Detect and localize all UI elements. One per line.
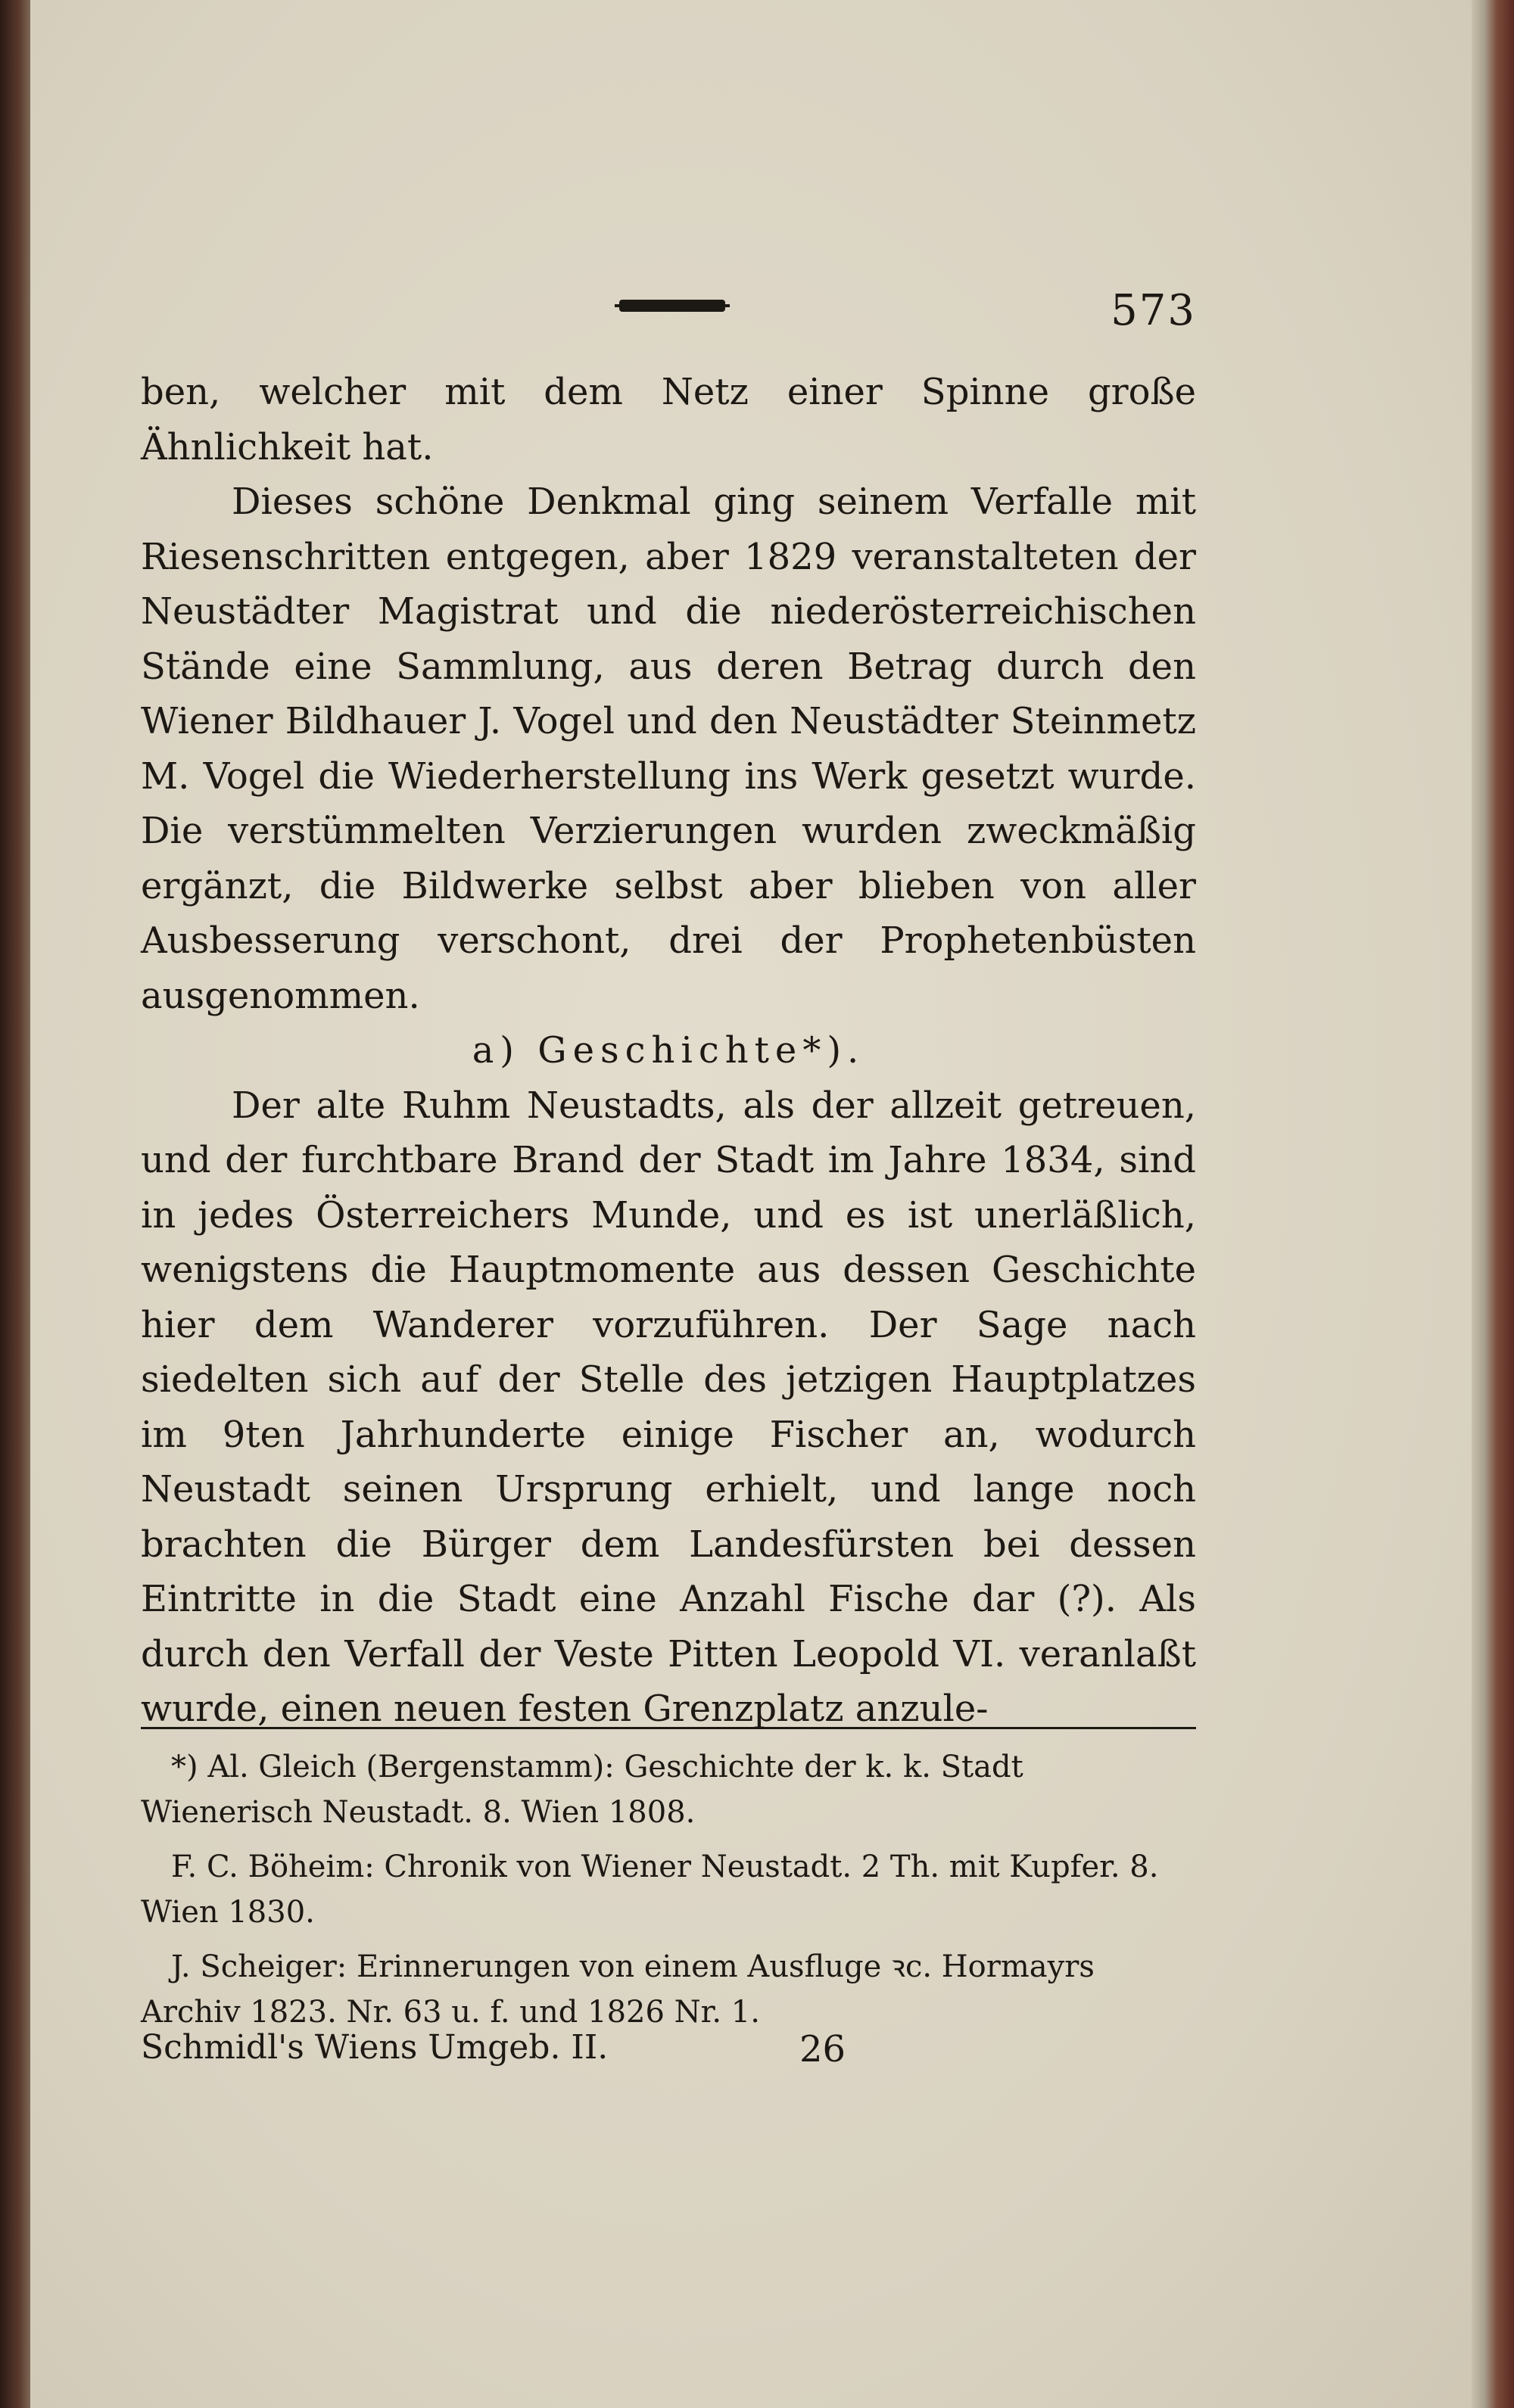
printer-signature: 26 bbox=[799, 2028, 846, 2070]
body-text bbox=[141, 365, 1196, 1737]
footnote-boeheim: F. C. Böheim: Chronik von Wiener Neustadt. 2 Th. mit Kupfer. 8. Wien 1830. bbox=[141, 1850, 1159, 1930]
footnote-scheiger: J. Scheiger: Erinnerungen von einem Ausfluge ꝛc. Hormayrs Archiv 1823. Nr. 63 u. f. und 1826 Nr. 1. bbox=[141, 1949, 1095, 2030]
book-edge-right bbox=[1472, 0, 1514, 2408]
paragraph-continuation: ben, welcher mit dem Netz einer Spinne große Ähnlichkeit hat. bbox=[141, 371, 1196, 468]
header-rule-ornament bbox=[619, 300, 725, 312]
section-heading: a) Geschichte*). bbox=[472, 1029, 865, 1072]
running-title: Schmidl's Wiens Umgeb. II. bbox=[141, 2028, 609, 2067]
page-number: 573 bbox=[1111, 286, 1196, 335]
page-footer bbox=[141, 2028, 1196, 2070]
page-header bbox=[141, 286, 1196, 339]
paragraph-denkmal: Dieses schöne Denkmal ging seinem Verfalle mit Riesenschritten entgegen, aber 1829 veranstalteten der Neustädter Magistrat und die niederösterreichischen Stände eine Sammlung, aus deren Betrag durch den Wiener Bildhauer J. Vogel und den Neustädter Steinmetz M. Vogel die Wiederherstellung ins Werk gesetzt wurde. Die verstümmelten Verzierungen wurden zweckmäßig ergänzt, die Bildwerke selbst aber blieben von aller Ausbesserung verschont, drei der Prophetenbüsten ausgenommen. bbox=[141, 481, 1196, 1017]
footnote-gleich: *) Al. Gleich (Bergenstamm): Geschichte der k. k. Stadt Wienerisch Neustadt. 8. Wien 1808. bbox=[141, 1750, 1023, 1830]
paragraph-geschichte: Der alte Ruhm Neustadts, als der allzeit getreuen, und der furchtbare Brand der Stadt im Jahre 1834, sind in jedes Österreichers Munde, und es ist unerläßlich, wenigstens die Hauptmomente aus dessen Geschichte hier dem Wanderer vorzuführen. Der Sage nach siedelten sich auf der Stelle des jetzigen Hauptplatzes im 9ten Jahrhunderte einige Fischer an, wodurch Neustadt seinen Ursprung erhielt, und lange noch brachten die Bürger dem Landesfürsten bei dessen Eintritte in die Stadt eine Anzahl Fische dar (?). Als durch den Verfall der Veste Pitten Leopold VI. veranlaßt wurde, einen neuen festen Grenzplatz anzule- bbox=[141, 1084, 1196, 1730]
footnotes bbox=[141, 1727, 1196, 2044]
